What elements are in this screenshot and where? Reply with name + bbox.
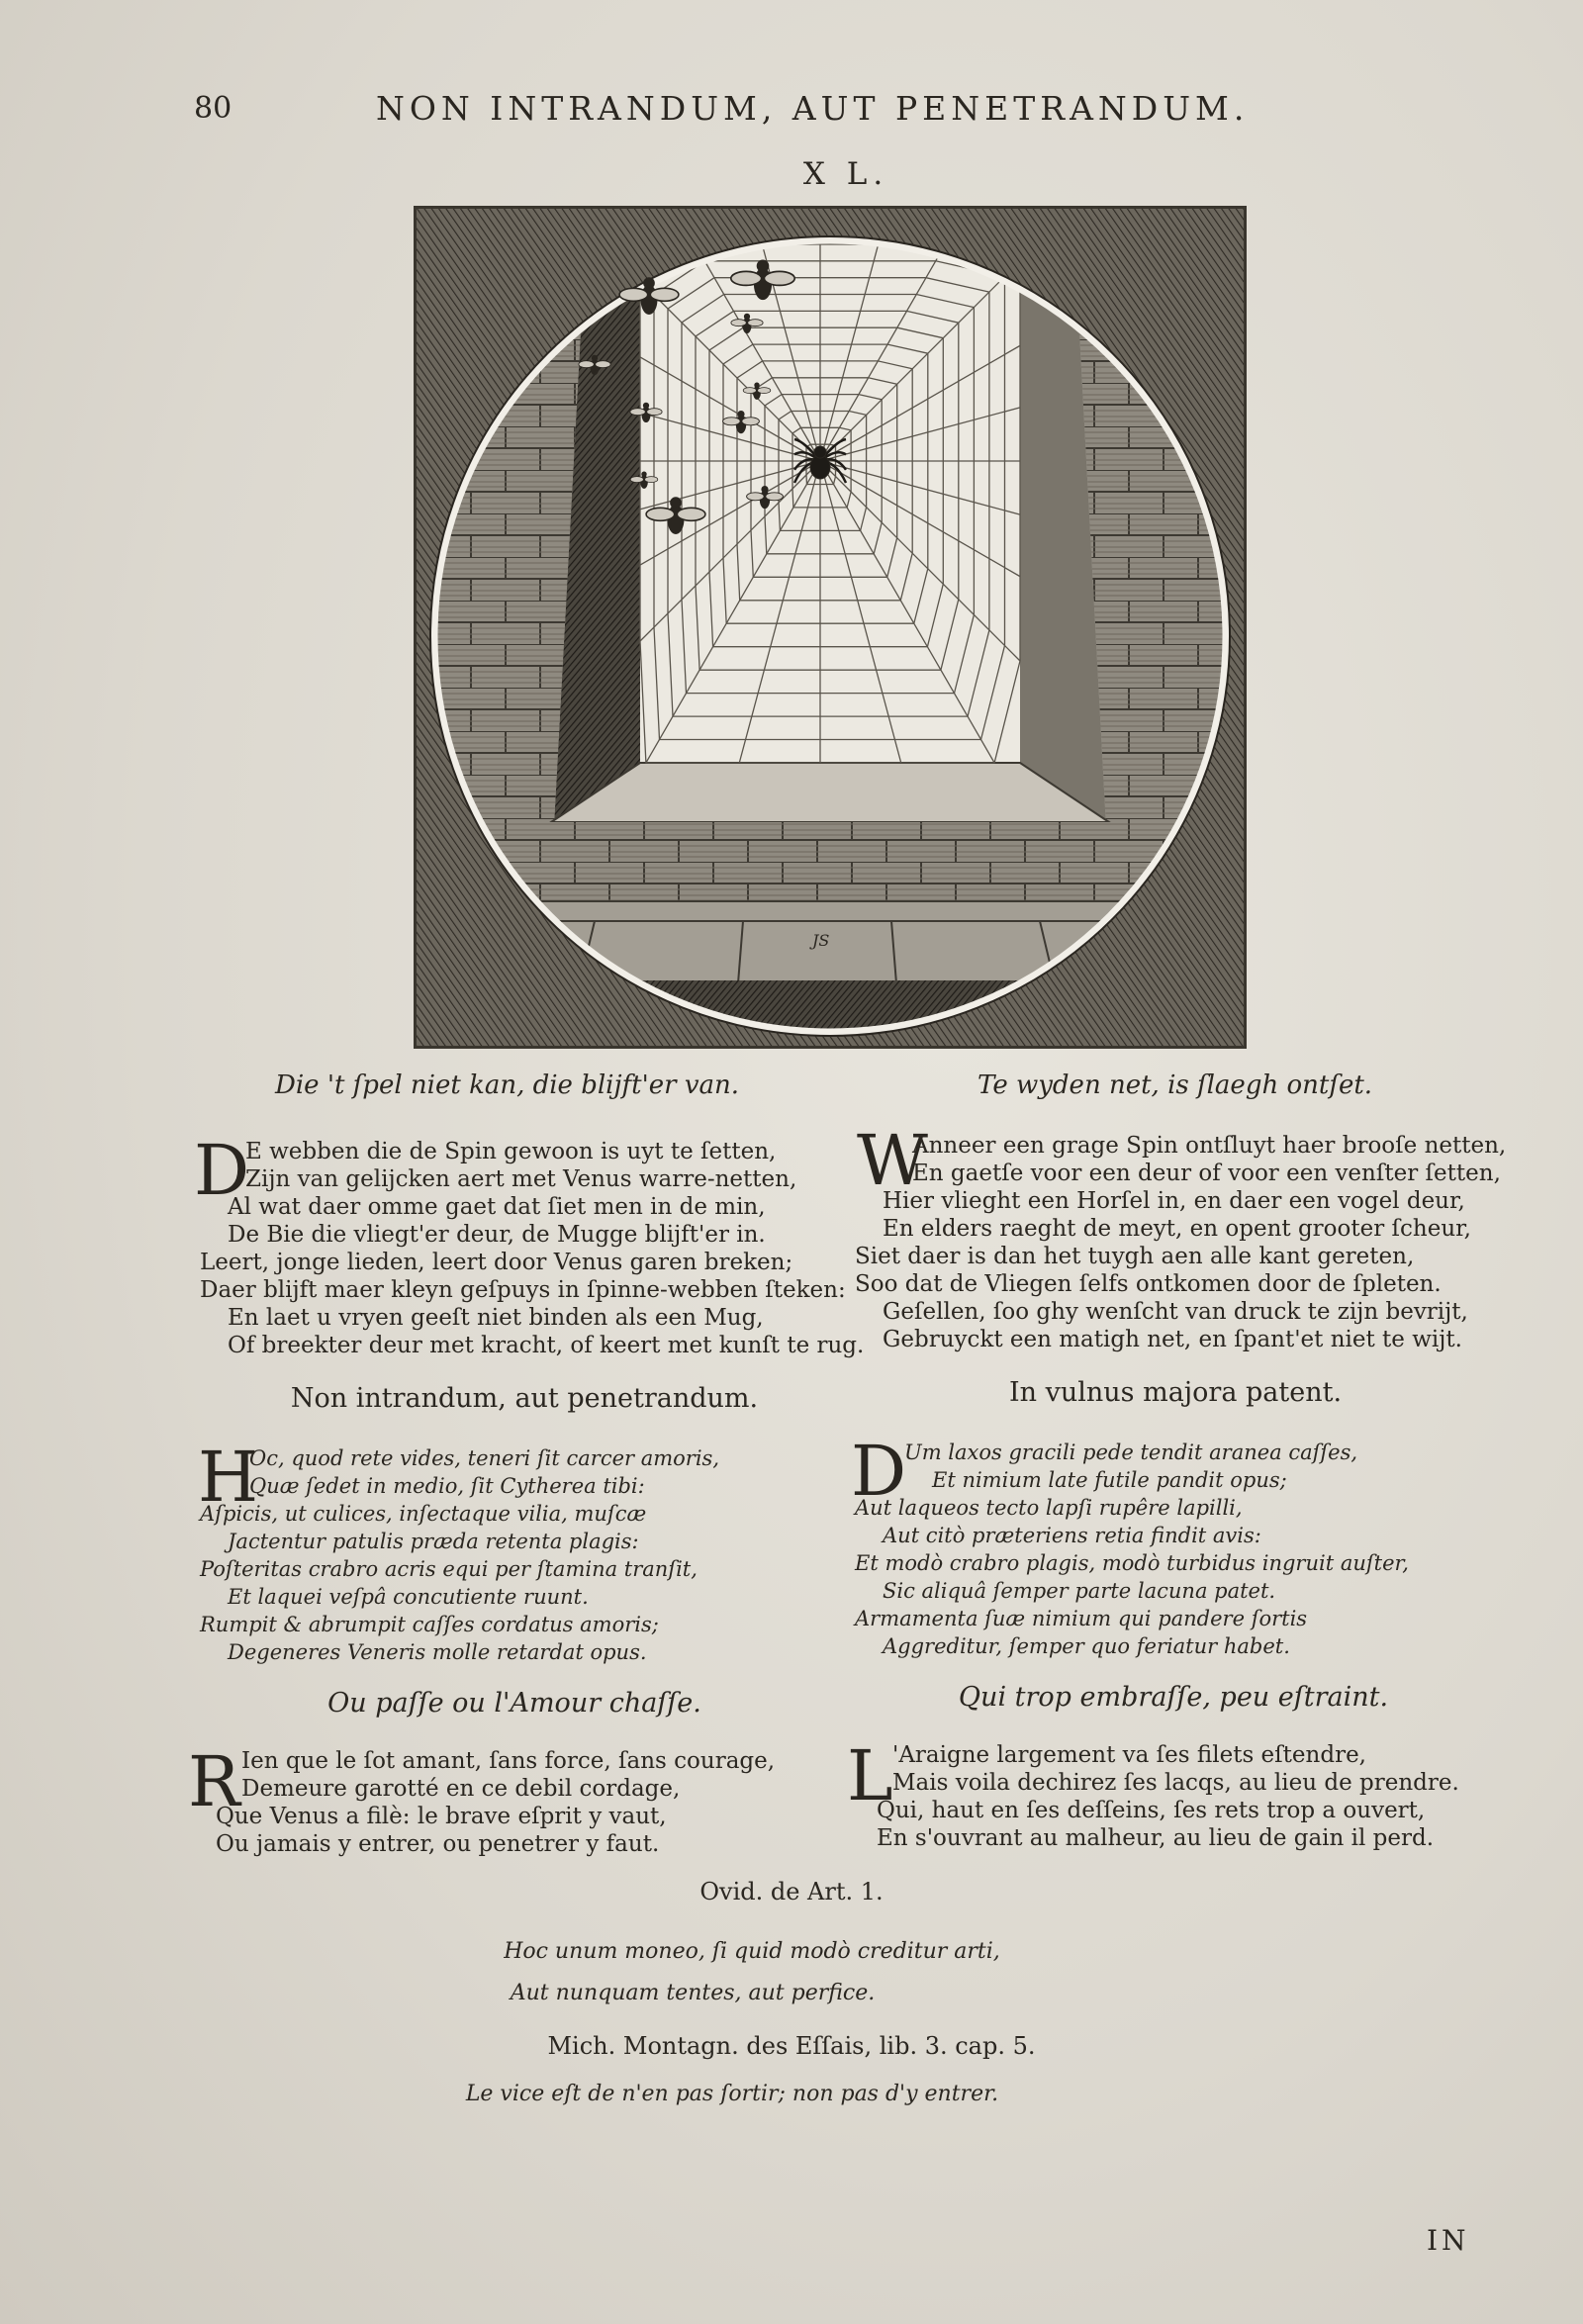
catchword: IN: [1427, 2224, 1470, 2257]
latin-right-poem: [904, 1439, 1357, 1494]
ovid-quote-line: Hoc unum moneo, ſi quid modò creditur arti,: [504, 1939, 1000, 1964]
poem-line: Leert, jonge lieden, leert door Venus garen breken;: [200, 1250, 793, 1275]
poem-line: Ou jamais y entrer, ou penetrer y faut.: [216, 1831, 660, 1857]
dutch-left-poem-continued: [200, 1193, 864, 1359]
poem-line: Et laquei veſpâ concutiente ruunt.: [228, 1585, 589, 1609]
poem-line: Um laxos gracili pede tendit aranea caſſes,: [904, 1441, 1358, 1464]
dutch-motto-left: Die 't ſpel niet kan, die blijft'er van.: [275, 1070, 740, 1100]
poem-line: En elders raeght de meyt, en opent grooter ſcheur,: [883, 1216, 1471, 1242]
artist-monogram: JS: [812, 931, 830, 950]
french-left-poem: [241, 1747, 775, 1803]
engraving-plate: [414, 206, 1247, 1049]
poem-line: Of breekter deur met kracht, of keert met kunſt te rug.: [228, 1333, 865, 1358]
poem-line: Rumpit & abrumpit caſſes cordatus amoris;: [200, 1613, 659, 1636]
ovid-reference: Ovid. de Art. 1.: [699, 1878, 884, 1906]
ovid-quote-line: Aut nunquam tentes, aut perfice.: [510, 1981, 876, 2005]
latin-heading-left: Non intrandum, aut penetrandum.: [290, 1383, 759, 1414]
poem-line: Aſpicis, ut culices, inſectaque vilia, muſcæ: [200, 1502, 647, 1526]
poem-line: En gaetſe voor een deur of voor een venſter ſetten,: [912, 1161, 1501, 1186]
french-right-poem-continued: [877, 1797, 1434, 1852]
poem-line: Siet daer is dan het tuygh aen alle kant gereten,: [855, 1244, 1415, 1269]
french-right-poem: [892, 1741, 1459, 1797]
poem-line: Zijn van gelijcken aert met Venus warre-netten,: [245, 1166, 797, 1192]
poem-line: Aut citò præteriens retia findit avis:: [883, 1524, 1261, 1547]
latin-left-poem-continued: [200, 1500, 698, 1666]
poem-line: Soo dat de Vliegen ſelfs ontkomen door de ſpleten.: [855, 1271, 1442, 1297]
poem-line: En s'ouvrant au malheur, au lieu de gain il perd.: [877, 1825, 1435, 1851]
dutch-right-dropcap: W: [857, 1120, 928, 1201]
poem-line: Aut laqueos tecto lapſi rupêre lapilli,: [855, 1496, 1243, 1520]
poem-line: Daer blijft maer kleyn geſpuys in ſpinne-webben ſteken:: [200, 1277, 846, 1303]
french-left-dropcap: R: [188, 1741, 240, 1822]
poem-line: Gebruyckt een matigh net, en ſpant'et niet te wijt.: [883, 1327, 1462, 1352]
french-right-dropcap: L: [847, 1735, 893, 1816]
poem-line: Jactentur patulis præda retenta plagis:: [228, 1530, 639, 1553]
poem-line: Aggreditur, ſemper quo feriatur habet.: [883, 1634, 1290, 1658]
poem-line: Hier vlieght een Horſel in, en daer een vogel deur,: [883, 1188, 1465, 1214]
french-heading-left: Ou paſſe ou l'Amour chaſſe.: [327, 1688, 701, 1719]
montaigne-reference: Mich. Montagn. des Eſſais, lib. 3. cap. 5.: [547, 2032, 1036, 2060]
engraving-illustration: [417, 209, 1244, 1046]
poem-line: Anneer een grage Spin ontſluyt haer brooſe netten,: [912, 1133, 1507, 1159]
latin-heading-right: In vulnus majora patent.: [1008, 1377, 1343, 1408]
poem-line: Demeure garotté en ce debil cordage,: [241, 1776, 681, 1802]
latin-left-poem: [249, 1444, 719, 1500]
latin-right-poem-continued: [855, 1494, 1409, 1660]
emblem-number: X L.: [802, 156, 889, 192]
poem-line: En laet u vryen geeſt niet binden als een Mug,: [228, 1305, 764, 1331]
poem-line: Quæ ſedet in medio, ſit Cytherea tibi:: [249, 1474, 645, 1498]
dutch-mottos: [0, 1070, 1583, 1110]
poem-line: Et nimium late futile pandit opus;: [932, 1468, 1287, 1492]
poem-line: De Bie die vliegt'er deur, de Mugge blijft'er in.: [228, 1222, 766, 1248]
poem-line: Poſteritas crabro acris equi per ſtamina tranſit,: [200, 1557, 698, 1581]
poem-line: Mais voila dechirez ſes lacqs, au lieu de prendre.: [892, 1770, 1459, 1796]
dutch-right-poem-continued: [855, 1187, 1471, 1353]
dutch-left-poem: [245, 1138, 796, 1193]
poem-line: Que Venus a filè: le brave eſprit y vaut,: [216, 1804, 667, 1829]
french-heading-right: Qui trop embraſſe, peu eſtraint.: [958, 1682, 1389, 1713]
poem-line: Ien que le ſot amant, ſans force, ſans courage,: [241, 1748, 776, 1774]
poem-line: Al wat daer omme gaet dat ſiet men in de min,: [228, 1194, 766, 1220]
poem-line: Armamenta ſuæ nimium qui pandere ſortis: [855, 1607, 1308, 1630]
poem-line: Et modò crabro plagis, modò turbidus ingruit auſter,: [855, 1551, 1409, 1575]
dutch-motto-right: Te wyden net, is ſlaegh ontſet.: [978, 1070, 1373, 1100]
poem-line: E webben die de Spin gewoon is uyt te ſetten,: [245, 1139, 777, 1164]
dutch-right-poem: [912, 1132, 1506, 1187]
montaigne-quote-line: Le vice eſt de n'en pas ſortir; non pas d'y entrer.: [465, 2082, 999, 2106]
latin-right-dropcap: D: [851, 1431, 907, 1512]
poem-line: Sic aliquâ ſemper parte lacuna patet.: [883, 1579, 1276, 1603]
latin-left-dropcap: H: [198, 1437, 259, 1518]
poem-line: Oc, quod rete vides, teneri ſit carcer amoris,: [249, 1446, 720, 1470]
poem-line: Geſellen, ſoo ghy wenſcht van druck te zijn bevrijt,: [883, 1299, 1468, 1325]
running-head: [0, 87, 1583, 127]
poem-line: 'Araigne largement va ſes filets eſtendre,: [892, 1742, 1366, 1768]
dutch-left-dropcap: D: [194, 1130, 250, 1211]
running-title: NON INTRANDUM, AUT PENETRANDUM.: [376, 89, 1250, 128]
poem-line: Degeneres Veneris molle retardat opus.: [228, 1640, 647, 1664]
page-number: 80: [194, 91, 233, 126]
poem-line: Qui, haut en ſes deſſeins, ſes rets trop a ouvert,: [877, 1798, 1426, 1823]
french-left-poem-continued: [216, 1803, 667, 1858]
